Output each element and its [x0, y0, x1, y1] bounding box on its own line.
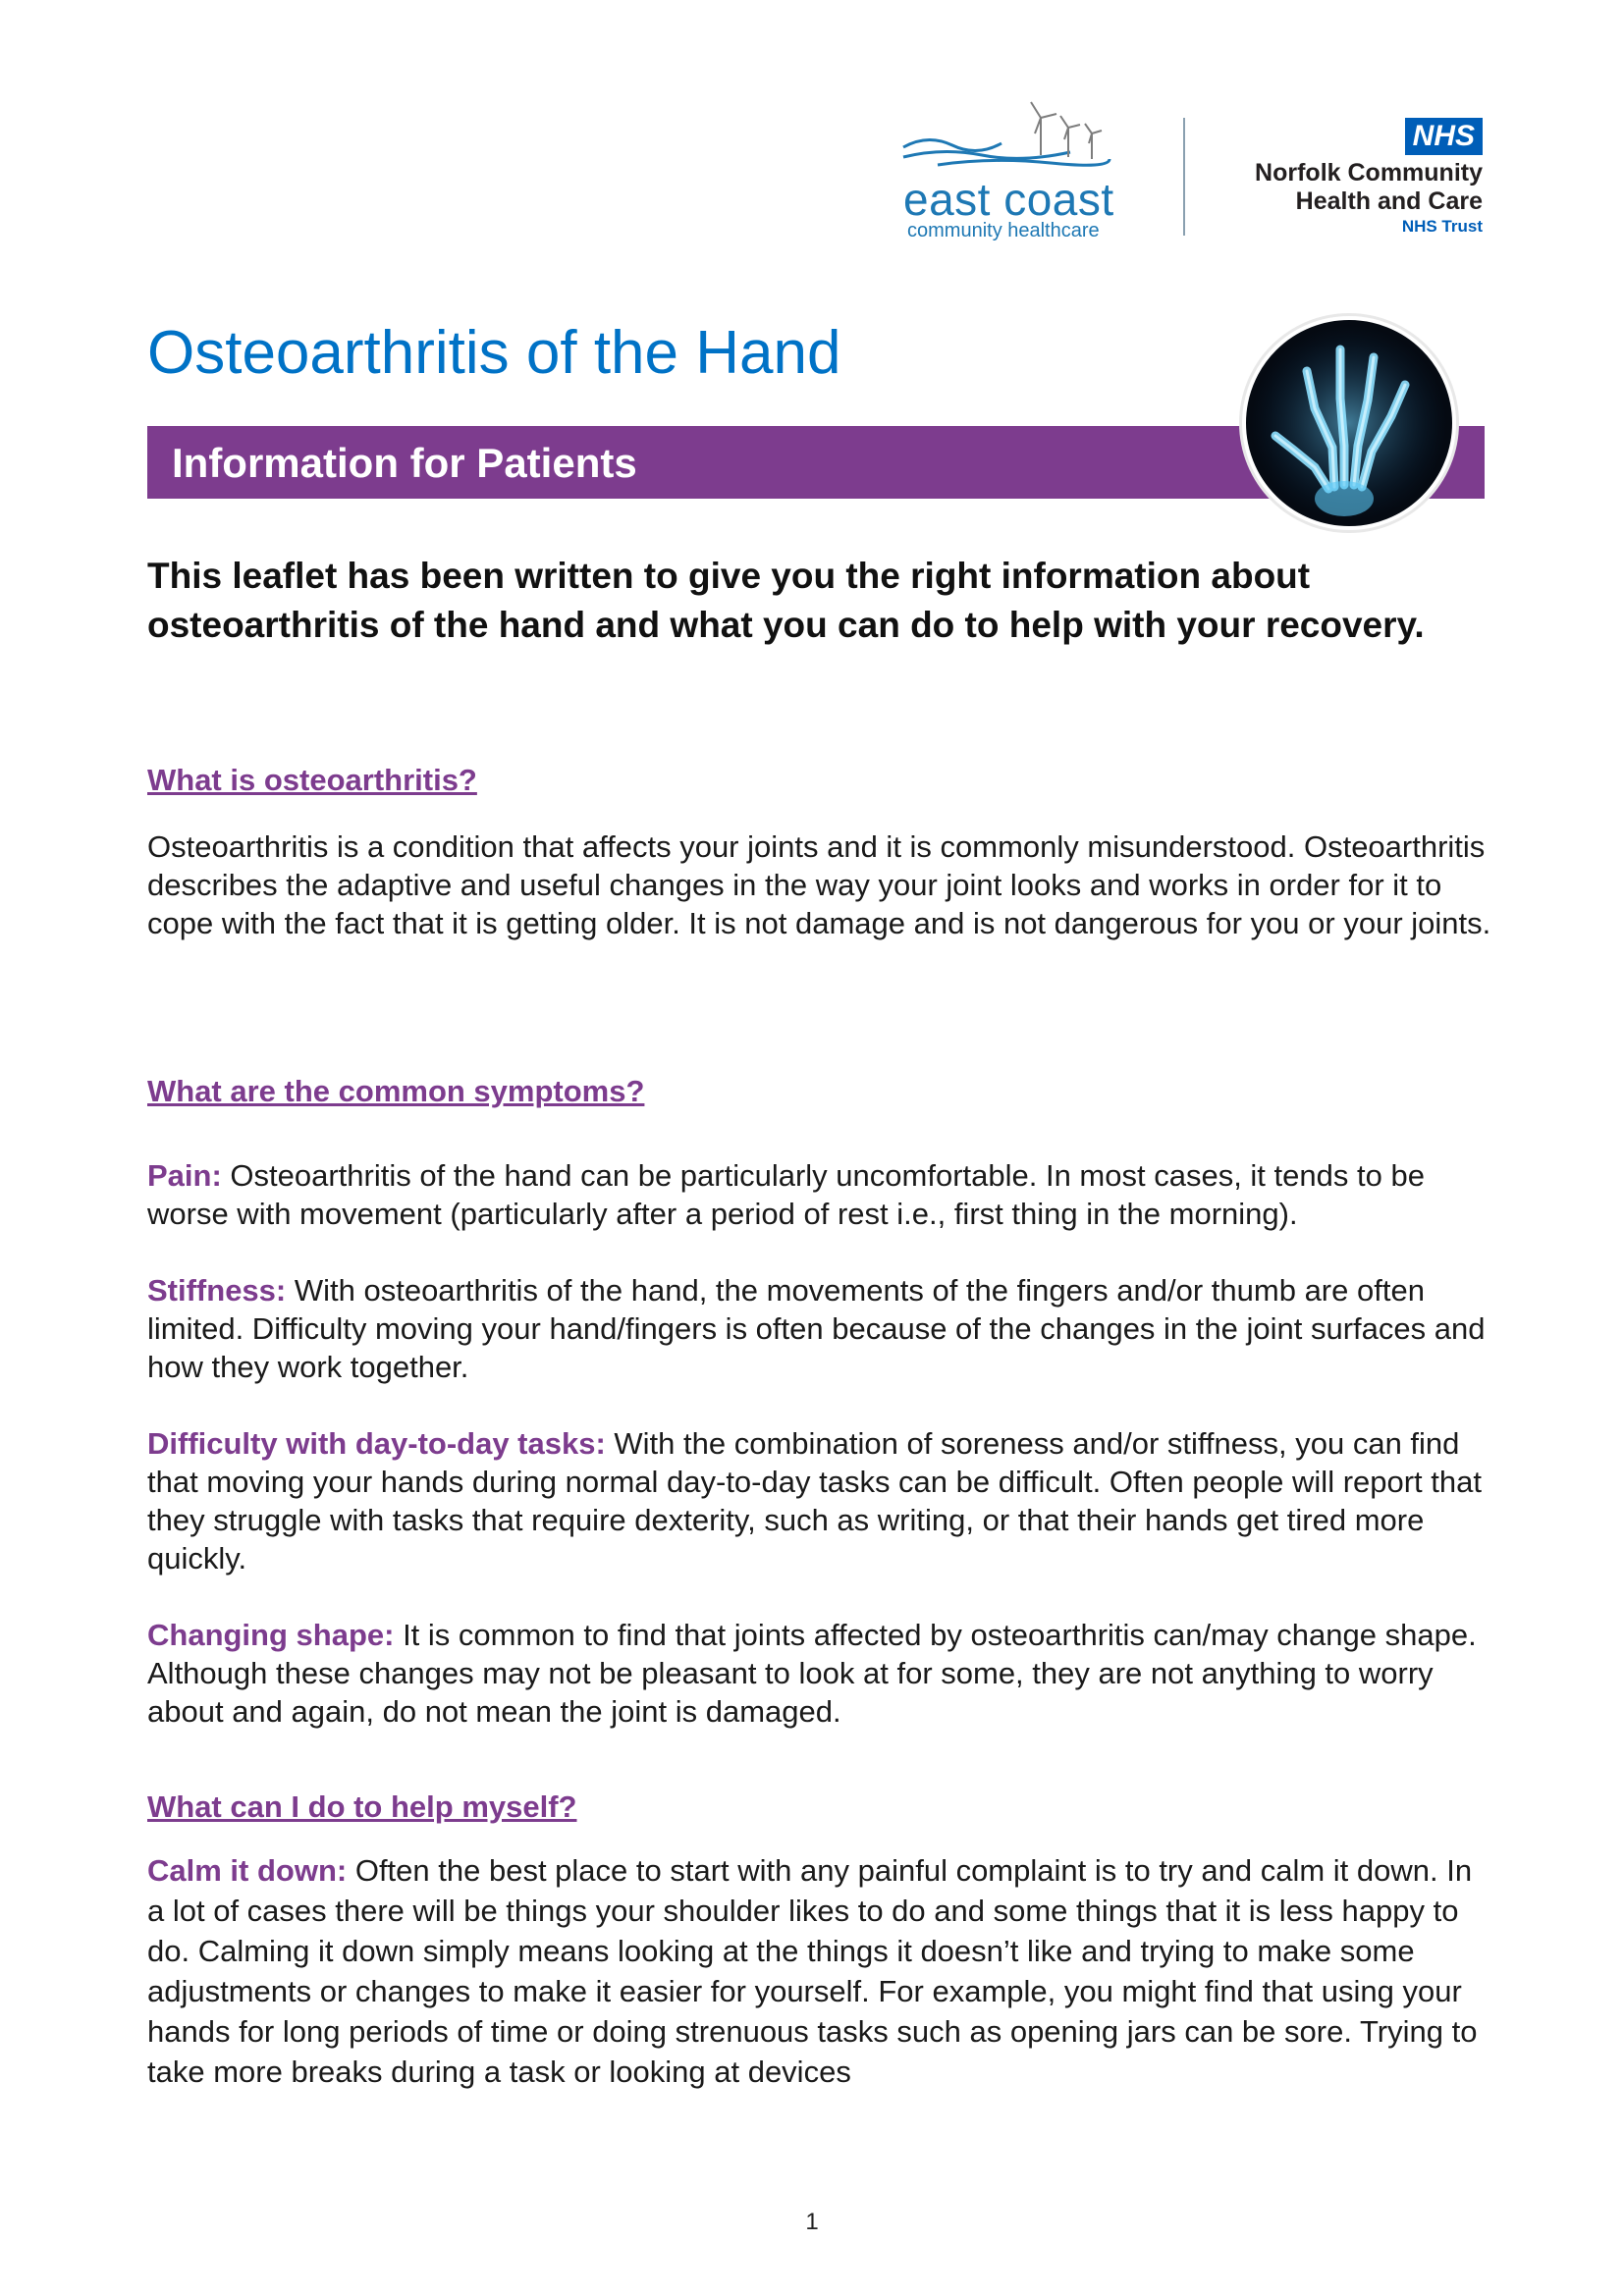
- symptom-stiffness: [147, 1271, 1492, 1386]
- nhs-org-name: [1255, 159, 1483, 238]
- east-coast-name: east coast: [903, 174, 1114, 225]
- page-number: 1: [805, 2209, 819, 2235]
- symptom-text: With the combination of soreness and/or stiffness, you can find that moving your hands during normal day-to-day tasks can be difficult. Often people will report that they struggle with tasks that require dexterity, such as writing, or that their hands get tired more quickly.: [147, 1426, 1482, 1575]
- hand-xray-image: [1242, 316, 1456, 530]
- symptom-pain: [147, 1156, 1492, 1233]
- heading-what-is: What is osteoarthritis?: [147, 763, 477, 797]
- help-term: Calm it down:: [147, 1853, 348, 1888]
- help-calm-it-down: [147, 1850, 1492, 2092]
- symptom-text: It is common to find that joints affected by osteoarthritis can/may change shape. Although these changes may not be pleasant to look at for some, they are not anything to worry about and again, do not mean the joint is damaged.: [147, 1618, 1477, 1729]
- page-title: Osteoarthritis of the Hand: [147, 319, 841, 387]
- symptom-term: Changing shape:: [147, 1618, 395, 1652]
- symptom-text: With osteoarthritis of the hand, the movements of the fingers and/or thumb are often limited. Difficulty moving your hand/fingers is often because of the changes in the joint surfaces and how they work together.: [147, 1273, 1486, 1384]
- symptom-changing-shape: [147, 1616, 1492, 1731]
- banner-label: Information for Patients: [172, 440, 637, 486]
- help-text: Often the best place to start with any painful complaint is to try and calm it down. In a lot of cases there will be things your shoulder likes to do and some things that it is less happy to do. Calming it down simply means looking at the things it doesn’t like and trying to make some adjustments or changes to make it easier for yourself. For example, you might find that using your hands for long periods of time or doing strenuous tasks such as opening jars can be sore. Trying to take more breaks during a task or looking at devices: [147, 1853, 1478, 2089]
- nhs-badge: NHS: [1405, 118, 1483, 155]
- symptom-term: Pain:: [147, 1158, 222, 1193]
- what-is-body: Osteoarthritis is a condition that affects your joints and it is commonly misunderstood. Osteoarthritis describes the adaptive and useful changes in the way your joint looks and works in order for it to cope with the fact that it is getting older. It is not damage and is not dangerous for you or your joints.: [147, 829, 1491, 940]
- symptom-text: Osteoarthritis of the hand can be particularly uncomfortable. In most cases, it tends to be worse with movement (particularly after a period of rest i.e., first thing in the morning).: [147, 1158, 1425, 1231]
- symptom-term: Difficulty with day-to-day tasks:: [147, 1426, 606, 1461]
- logo-divider: [1183, 118, 1185, 236]
- header-logos: [884, 98, 1512, 270]
- heading-help-yourself: What can I do to help myself?: [147, 1789, 577, 1824]
- wind-turbine-icon: [884, 98, 1129, 177]
- heading-symptoms: What are the common symptoms?: [147, 1074, 645, 1108]
- nhs-org-line2: Health and Care: [1295, 187, 1483, 215]
- intro-text: This leaflet has been written to give you the right information about osteoarthritis of the hand and what you can do to help with your recovery.: [147, 556, 1425, 645]
- nhs-org-line1: Norfolk Community: [1255, 159, 1483, 187]
- symptom-term: Stiffness:: [147, 1273, 287, 1308]
- symptom-day-to-day: [147, 1424, 1492, 1577]
- east-coast-logo: [884, 98, 1129, 265]
- nhs-trust-label: NHS Trust: [1401, 217, 1483, 236]
- east-coast-subtitle: community healthcare: [907, 220, 1100, 241]
